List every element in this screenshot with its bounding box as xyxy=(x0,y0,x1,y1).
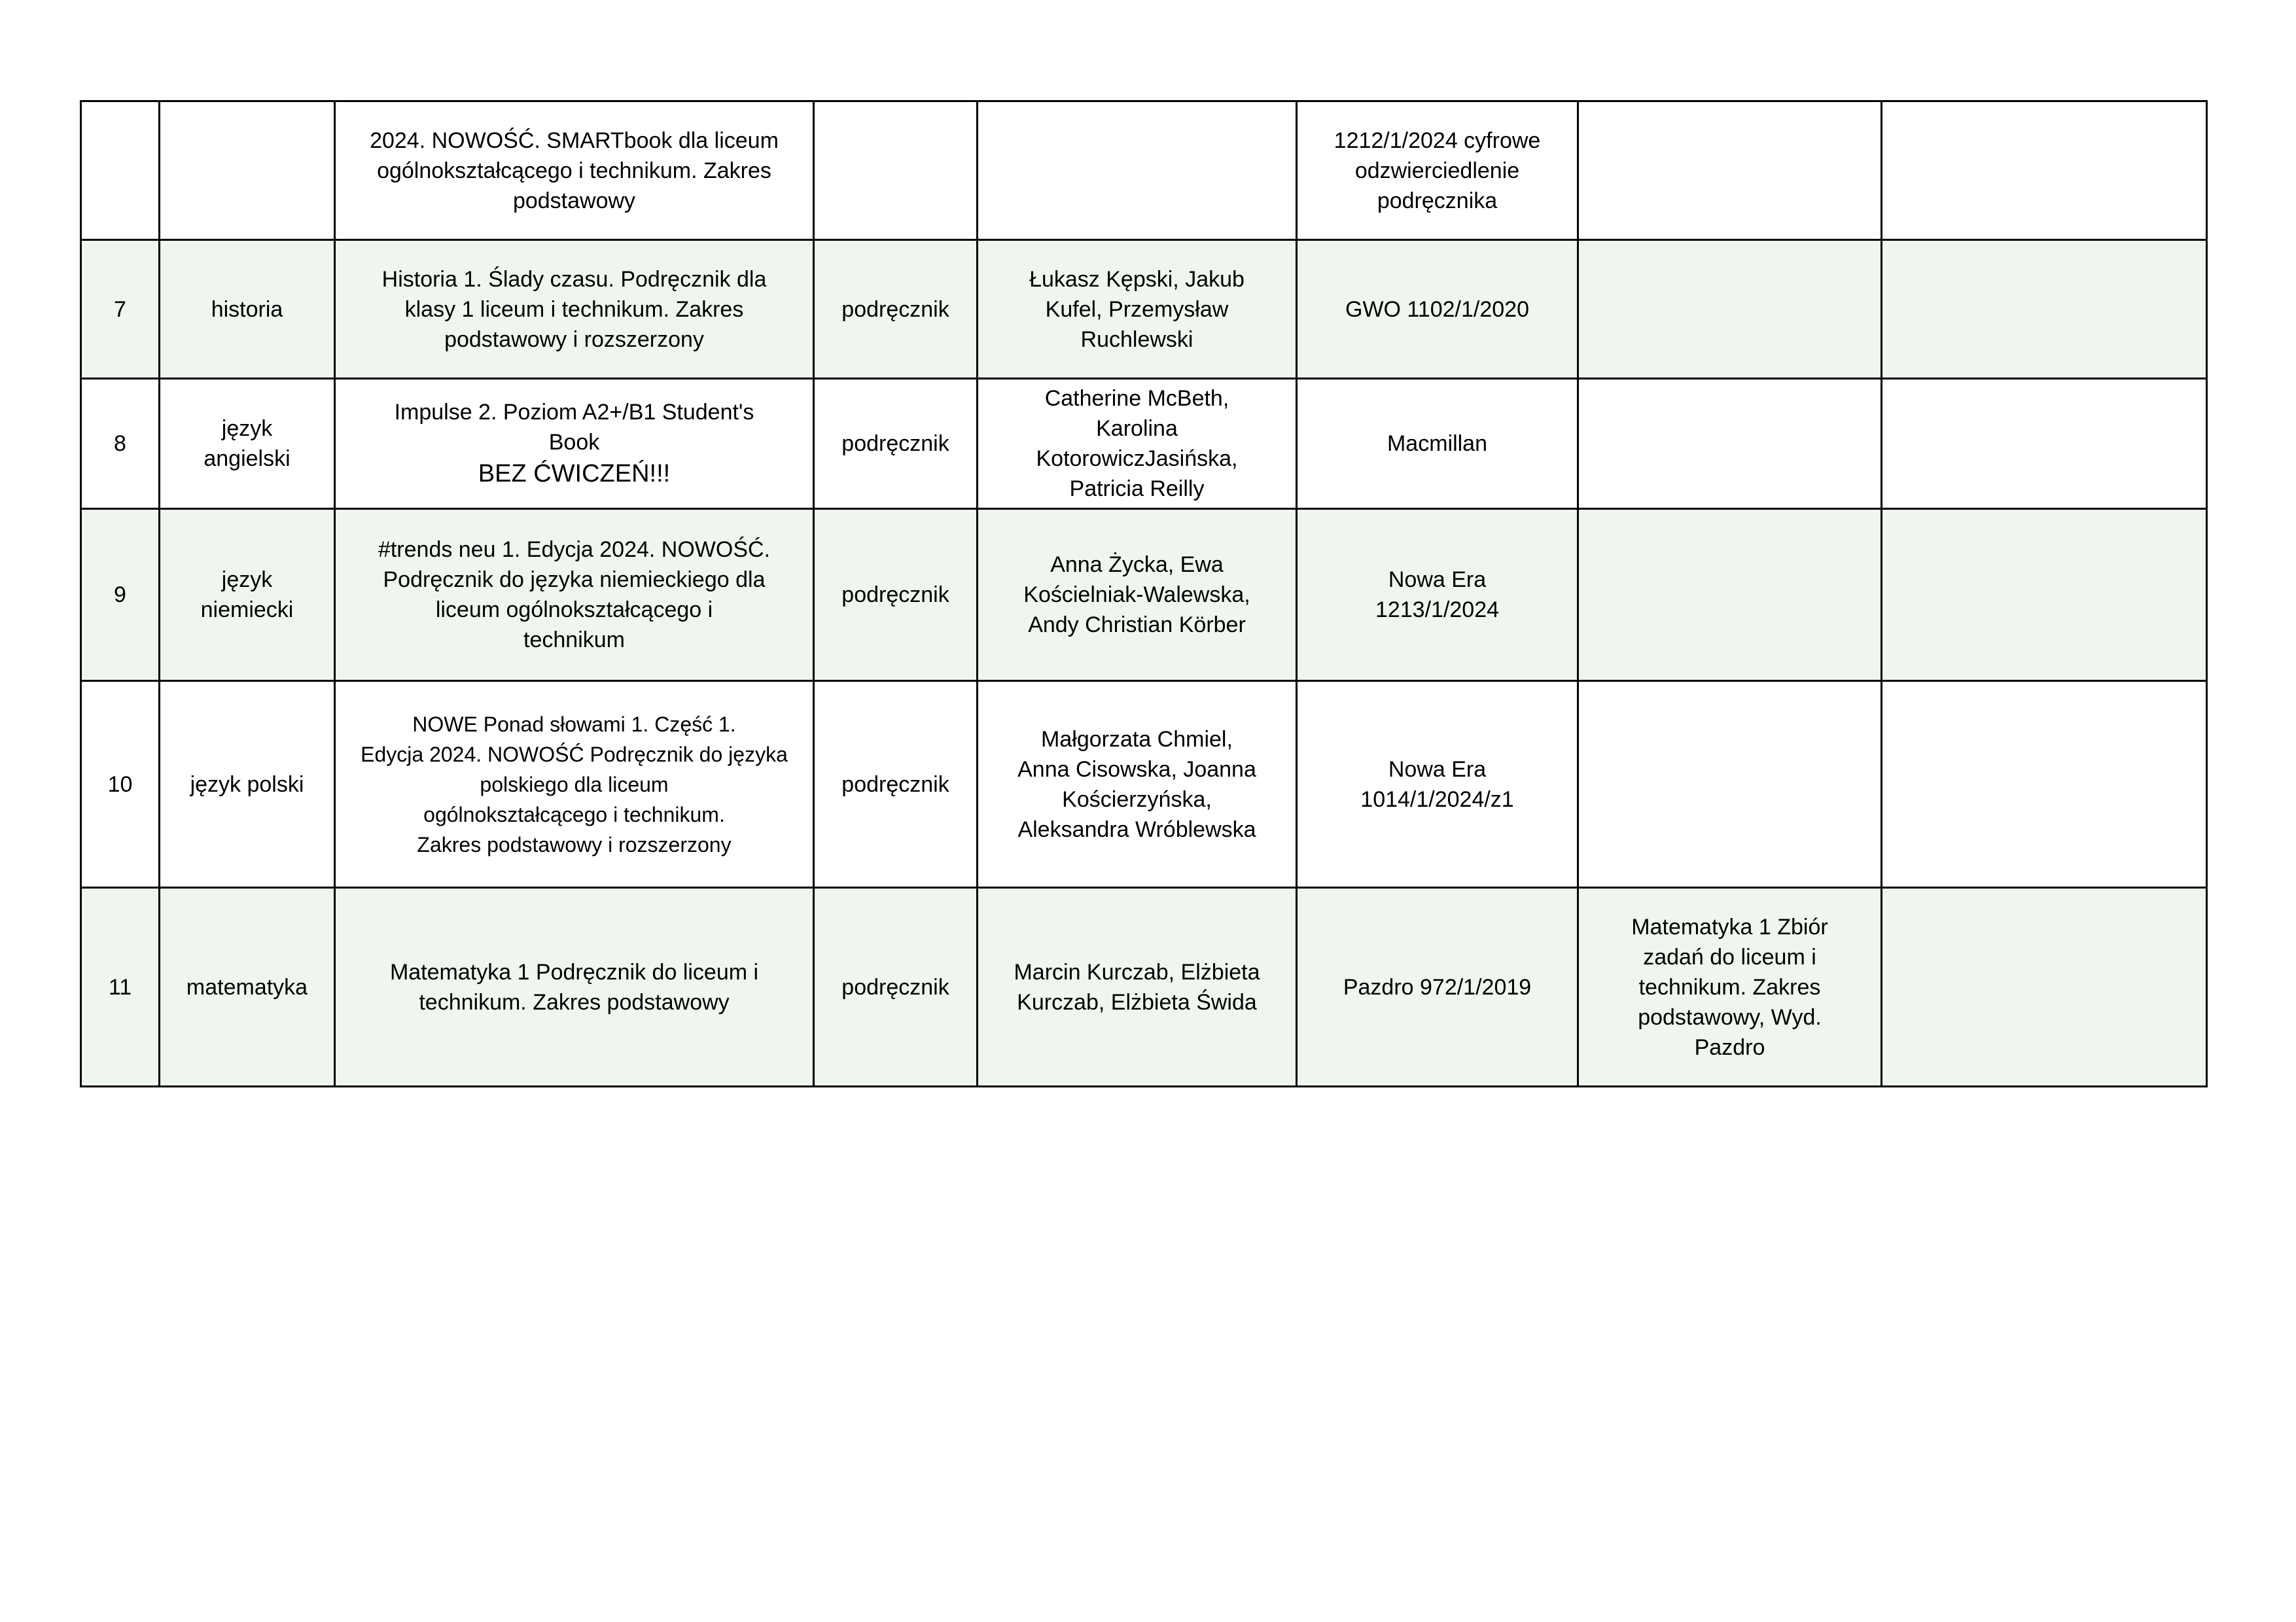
cell-exercises xyxy=(1578,379,1882,509)
table-row xyxy=(81,509,2207,681)
no-exercises-note: BEZ ĆWICZEŃ!!! xyxy=(478,460,671,487)
cell-authors xyxy=(978,101,1297,240)
cell-authors: Catherine McBeth, Karolina KotorowiczJasińska, Patricia Reilly xyxy=(978,379,1297,509)
cell-title: 2024. NOWOŚĆ. SMARTbook dla liceum ogólnokształcącego i technikum. Zakres podstawowy xyxy=(335,101,814,240)
cell-publisher: Pazdro 972/1/2019 xyxy=(1297,888,1578,1087)
cell-title: Historia 1. Ślady czasu. Podręcznik dla klasy 1 liceum i technikum. Zakres podstawowy i rozszerzony xyxy=(335,240,814,379)
table-row xyxy=(81,240,2207,379)
cell-notes xyxy=(1882,509,2207,681)
cell-type: podręcznik xyxy=(814,509,978,681)
cell-title: NOWE Ponad słowami 1. Część 1. Edycja 2024. NOWOŚĆ Podręcznik do języka polskiego dla liceum ogólnokształcącego i technikum. Zakres podstawowy i rozszerzony xyxy=(335,681,814,888)
cell-authors: Anna Życka, Ewa Kościelniak-Walewska, Andy Christian Körber xyxy=(978,509,1297,681)
cell-nr: 9 xyxy=(81,509,160,681)
textbook-table xyxy=(80,100,2208,1087)
cell-authors: Marcin Kurczab, Elżbieta Kurczab, Elżbieta Świda xyxy=(978,888,1297,1087)
cell-publisher: Nowa Era 1213/1/2024 xyxy=(1297,509,1578,681)
cell-exercises xyxy=(1578,509,1882,681)
cell-subject: historia xyxy=(160,240,335,379)
cell-publisher: GWO 1102/1/2020 xyxy=(1297,240,1578,379)
table-row xyxy=(81,379,2207,509)
cell-notes xyxy=(1882,681,2207,888)
cell-authors: Małgorzata Chmiel, Anna Cisowska, Joanna Kościerzyńska, Aleksandra Wróblewska xyxy=(978,681,1297,888)
cell-subject: język niemiecki xyxy=(160,509,335,681)
table-row xyxy=(81,888,2207,1087)
cell-publisher: 1212/1/2024 cyfrowe odzwierciedlenie podręcznika xyxy=(1297,101,1578,240)
cell-type: podręcznik xyxy=(814,888,978,1087)
cell-subject xyxy=(160,101,335,240)
table-row xyxy=(81,101,2207,240)
cell-title: Impulse 2. Poziom A2+/B1 Student's Book BEZ ĆWICZEŃ!!! xyxy=(335,379,814,509)
cell-notes xyxy=(1882,101,2207,240)
cell-exercises xyxy=(1578,240,1882,379)
cell-exercises xyxy=(1578,101,1882,240)
cell-exercises: Matematyka 1 Zbiór zadań do liceum i technikum. Zakres podstawowy, Wyd. Pazdro xyxy=(1578,888,1882,1087)
cell-title: Matematyka 1 Podręcznik do liceum i technikum. Zakres podstawowy xyxy=(335,888,814,1087)
cell-nr: 8 xyxy=(81,379,160,509)
cell-nr: 7 xyxy=(81,240,160,379)
cell-notes xyxy=(1882,240,2207,379)
cell-nr: 10 xyxy=(81,681,160,888)
cell-publisher: Macmillan xyxy=(1297,379,1578,509)
cell-type: podręcznik xyxy=(814,379,978,509)
cell-publisher: Nowa Era 1014/1/2024/z1 xyxy=(1297,681,1578,888)
cell-type xyxy=(814,101,978,240)
cell-authors: Łukasz Kępski, Jakub Kufel, Przemysław Ruchlewski xyxy=(978,240,1297,379)
cell-subject: matematyka xyxy=(160,888,335,1087)
cell-subject: język polski xyxy=(160,681,335,888)
cell-title: #trends neu 1. Edycja 2024. NOWOŚĆ. Podręcznik do języka niemieckiego dla liceum ogólnokształcącego i technikum xyxy=(335,509,814,681)
table-row xyxy=(81,681,2207,888)
cell-type: podręcznik xyxy=(814,681,978,888)
cell-exercises xyxy=(1578,681,1882,888)
cell-subject: język angielski xyxy=(160,379,335,509)
cell-type: podręcznik xyxy=(814,240,978,379)
cell-notes xyxy=(1882,888,2207,1087)
cell-nr: 11 xyxy=(81,888,160,1087)
cell-notes xyxy=(1882,379,2207,509)
cell-nr xyxy=(81,101,160,240)
